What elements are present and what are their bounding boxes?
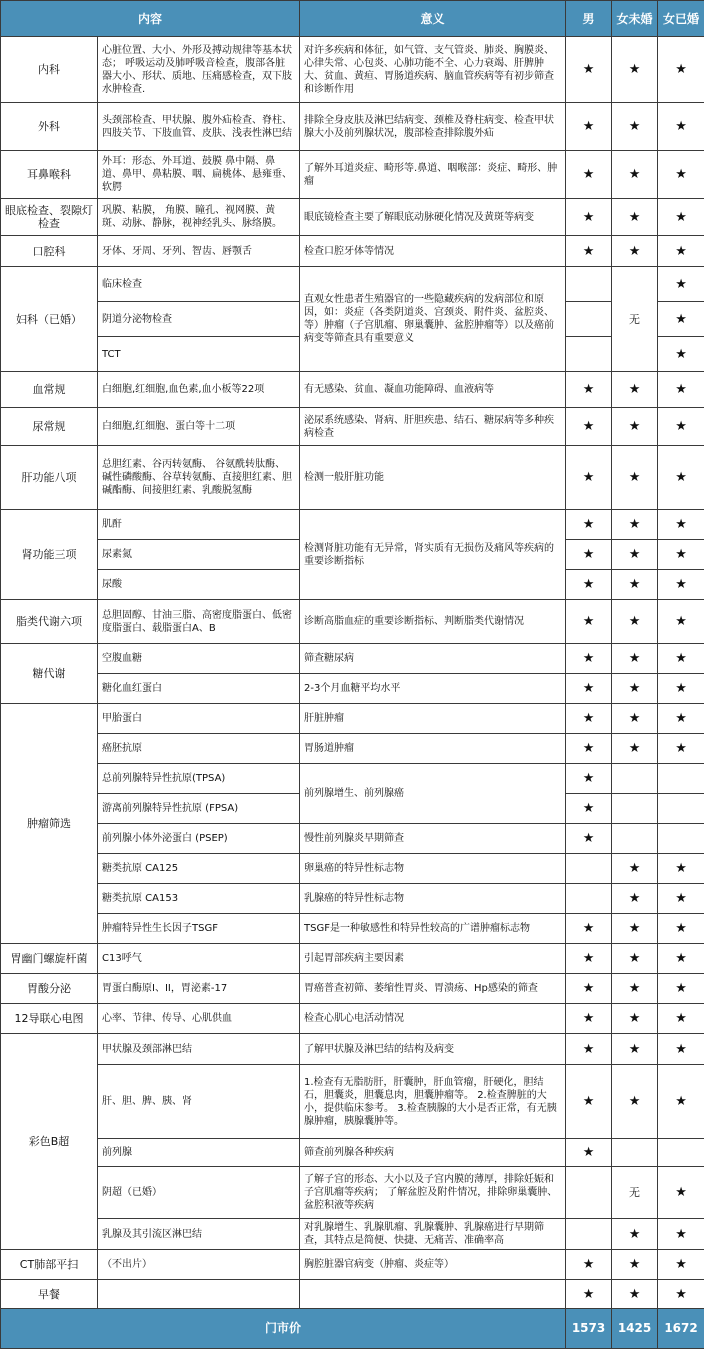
female-single-star: ★ [612, 236, 658, 267]
item-cell: 胃蛋白酶原I、II，胃泌素-17 [98, 974, 300, 1004]
item-cell: 阴超（已婚） [98, 1167, 300, 1219]
meaning-cell: 胃肠道肿瘤 [300, 734, 566, 764]
table-row [1, 854, 704, 884]
female-married-star: ★ [658, 408, 704, 446]
header-row [1, 1, 704, 37]
meaning-cell: 检测一般肝脏功能 [300, 446, 566, 510]
female-single-star: ★ [612, 644, 658, 674]
price-label: 门市价 [1, 1309, 566, 1349]
table-row [1, 151, 704, 199]
meaning-cell: 1.检查有无脂肪肝，肝囊肿，肝血管瘤，肝硬化，胆结石，胆囊炎，胆囊息肉，胆囊肿瘤等。 2.检查脾脏的大小，提供临床参考。 3.检查胰腺的大小是否正常，有无胰腺肿瘤，胰腺囊肿等。 [300, 1065, 566, 1139]
category-cell: 耳鼻喉科 [1, 151, 98, 199]
female-married-star: ★ [658, 974, 704, 1004]
item-cell: C13呼气 [98, 944, 300, 974]
category-cell: 肿瘤筛选 [1, 704, 98, 944]
female-single-star: ★ [612, 408, 658, 446]
table-row [1, 824, 704, 854]
item-cell: 糖类抗原 CA125 [98, 854, 300, 884]
table-row [1, 1167, 704, 1219]
female-married-star: ★ [658, 854, 704, 884]
male-star: ★ [566, 794, 612, 824]
table-row [1, 446, 704, 510]
male-star: ★ [566, 1250, 612, 1280]
item-cell: 甲状腺及颈部淋巴结 [98, 1034, 300, 1065]
meaning-cell: 对许多疾病和体征，如气管、支气管炎、肺炎、胸膜炎、心律失常、心包炎、心肺功能不全、心力衰竭、肝脾肿大、贫血、黄疸、胃肠道疾病、脑血管疾病等有初步筛查和诊断作用 [300, 37, 566, 103]
female-married-star: ★ [658, 1250, 704, 1280]
table-row [1, 199, 704, 236]
female-single-star: ★ [612, 151, 658, 199]
female-single-star: ★ [612, 1004, 658, 1034]
male-star: ★ [566, 734, 612, 764]
item-cell [98, 1280, 300, 1309]
meaning-cell: 引起胃部疾病主要因素 [300, 944, 566, 974]
table-row [1, 103, 704, 151]
item-cell: 空腹血糖 [98, 644, 300, 674]
item-cell: 糖化血红蛋白 [98, 674, 300, 704]
category-cell: 外科 [1, 103, 98, 151]
table-row [1, 704, 704, 734]
meaning-cell: 慢性前列腺炎早期筛查 [300, 824, 566, 854]
male-star: ★ [566, 446, 612, 510]
female-married-star: ★ [658, 337, 704, 372]
female-single-star: ★ [612, 1065, 658, 1139]
item-cell: 牙体、牙周、牙列、智齿、唇颚舌 [98, 236, 300, 267]
female-single-star: ★ [612, 103, 658, 151]
meaning-cell: 了解外耳道炎症、畸形等.鼻道、咽喉部：炎症、畸形、肿瘤 [300, 151, 566, 199]
female-single-star: ★ [612, 1219, 658, 1250]
item-cell: 尿酸 [98, 570, 300, 600]
male-empty [566, 267, 612, 302]
male-star: ★ [566, 914, 612, 944]
female-married-star: ★ [658, 1219, 704, 1250]
male-star: ★ [566, 1034, 612, 1065]
male-empty [566, 1167, 612, 1219]
female-married-star: ★ [658, 704, 704, 734]
table-row [1, 267, 704, 302]
female-single-star: ★ [612, 510, 658, 540]
female-single-star: ★ [612, 704, 658, 734]
male-star: ★ [566, 674, 612, 704]
male-star: ★ [566, 1004, 612, 1034]
header-female-single: 女未婚 [612, 1, 658, 37]
header-content: 内容 [1, 1, 300, 37]
female-married-star: ★ [658, 37, 704, 103]
male-empty [566, 302, 612, 337]
male-star: ★ [566, 408, 612, 446]
item-cell: 肌酐 [98, 510, 300, 540]
category-cell: 内科 [1, 37, 98, 103]
item-cell: 白细胞,红细胞,血色素,血小板等22项 [98, 372, 300, 408]
female-married-star: ★ [658, 372, 704, 408]
item-cell: 巩膜、粘膜， 角膜、瞳孔、视网膜、黄斑、动脉、静脉，视神经乳头、脉络膜。 [98, 199, 300, 236]
meaning-cell: 检查心肌心电活动情况 [300, 1004, 566, 1034]
male-star: ★ [566, 103, 612, 151]
table-row [1, 1219, 704, 1250]
header-male: 男 [566, 1, 612, 37]
item-cell: 肝、胆、脾、胰、肾 [98, 1065, 300, 1139]
category-cell: 彩色B超 [1, 1034, 98, 1250]
table-row [1, 600, 704, 644]
male-star: ★ [566, 644, 612, 674]
female-married-price: 1672 [658, 1309, 704, 1349]
female-single-star: ★ [612, 1034, 658, 1065]
female-married-star: ★ [658, 103, 704, 151]
meaning-cell: 了解子宫的形态、大小以及子宫内膜的薄厚，排除妊娠和子宫肌瘤等疾病； 了解盆腔及附件情况，排除卵巢囊肿、盆腔积液等疾病 [300, 1167, 566, 1219]
price-row [1, 1309, 704, 1349]
item-cell: （不出片） [98, 1250, 300, 1280]
item-cell: 外耳：形态、外耳道、鼓膜 鼻中隔、鼻道、鼻甲、鼻粘膜、咽、扁桃体、悬雍垂、软腭 [98, 151, 300, 199]
category-cell: 糖代谢 [1, 644, 98, 704]
female-single-star: ★ [612, 1280, 658, 1309]
table-row [1, 37, 704, 103]
meaning-cell: 泌尿系统感染、肾病、肝胆疾患、结石、糖尿病等多种疾病检查 [300, 408, 566, 446]
meaning-cell: 排除全身皮肤及淋巴结病变、颈椎及脊柱病变、检查甲状腺大小及前列腺状况，腹部检查排除腹外疝 [300, 103, 566, 151]
category-cell: 口腔科 [1, 236, 98, 267]
item-cell: 前列腺小体外泌蛋白 (PSEP) [98, 824, 300, 854]
meaning-cell: 对乳腺增生、乳腺肌瘤、乳腺囊肿、乳腺癌进行早期筛查，其特点是简便、快捷、无痛苦、准确率高 [300, 1219, 566, 1250]
female-married-star: ★ [658, 236, 704, 267]
male-empty [566, 337, 612, 372]
male-star: ★ [566, 824, 612, 854]
female-married-star: ★ [658, 884, 704, 914]
table-row [1, 1280, 704, 1309]
female-single-empty [612, 764, 658, 794]
female-married-star: ★ [658, 1004, 704, 1034]
item-cell: 总胆固醇、甘油三脂、高密度脂蛋白、低密度脂蛋白、载脂蛋白A、B [98, 600, 300, 644]
female-single-star: ★ [612, 600, 658, 644]
item-cell: 尿素氮 [98, 540, 300, 570]
female-single-star: ★ [612, 974, 658, 1004]
female-single-none: 无 [612, 267, 658, 372]
female-married-star: ★ [658, 151, 704, 199]
meaning-cell: 乳腺癌的特异性标志物 [300, 884, 566, 914]
female-married-star: ★ [658, 944, 704, 974]
category-cell: 早餐 [1, 1280, 98, 1309]
item-cell: 临床检查 [98, 267, 300, 302]
female-married-star: ★ [658, 644, 704, 674]
meaning-cell: 直观女性患者生殖器官的一些隐藏疾病的发病部位和原因，如：炎症（各类阴道炎、宫颈炎、附件炎、盆腔炎、等）肿瘤（子宫肌瘤、卵巢囊肿、盆腔肿瘤等）以及癌前病变等筛查具有重要意义 [300, 267, 566, 372]
table-row [1, 674, 704, 704]
table-row [1, 408, 704, 446]
female-single-star: ★ [612, 854, 658, 884]
item-cell: 甲胎蛋白 [98, 704, 300, 734]
female-married-star: ★ [658, 267, 704, 302]
meaning-cell: 2-3个月血糖平均水平 [300, 674, 566, 704]
female-single-star: ★ [612, 446, 658, 510]
female-married-star: ★ [658, 674, 704, 704]
female-single-star: ★ [612, 372, 658, 408]
item-cell: 游离前列腺特异性抗原 (FPSA) [98, 794, 300, 824]
header-female-married: 女已婚 [658, 1, 704, 37]
male-star: ★ [566, 372, 612, 408]
female-married-star: ★ [658, 1280, 704, 1309]
table-row [1, 974, 704, 1004]
female-married-empty [658, 1139, 704, 1167]
male-star: ★ [566, 510, 612, 540]
table-row [1, 1250, 704, 1280]
meaning-cell: 筛查前列腺各种疾病 [300, 1139, 566, 1167]
male-star: ★ [566, 37, 612, 103]
male-star: ★ [566, 236, 612, 267]
meaning-cell: 有无感染、贫血、凝血功能障碍、血液病等 [300, 372, 566, 408]
table-row [1, 1065, 704, 1139]
meaning-cell: 检测肾脏功能有无异常，肾实质有无损伤及痛风等疾病的重要诊断指标 [300, 510, 566, 600]
female-single-star: ★ [612, 1250, 658, 1280]
meaning-cell: TSGF是一种敏感性和特异性较高的广谱肿瘤标志物 [300, 914, 566, 944]
female-married-star: ★ [658, 1065, 704, 1139]
female-single-star: ★ [612, 884, 658, 914]
male-price: 1573 [566, 1309, 612, 1349]
female-married-star: ★ [658, 600, 704, 644]
female-single-star: ★ [612, 674, 658, 704]
table-row [1, 372, 704, 408]
category-cell: 胃幽门螺旋杆菌 [1, 944, 98, 974]
female-single-none: 无 [612, 1167, 658, 1219]
item-cell: 总胆红素、谷丙转氨酶、 谷氨酰转肽酶、碱性磷酸酶、谷草转氨酶、直接胆红素、胆碱酯酶、间接胆红素、乳酸脱氢酶 [98, 446, 300, 510]
meaning-cell: 诊断高脂血症的重要诊断指标、判断脂类代谢情况 [300, 600, 566, 644]
meaning-cell: 筛查糖尿病 [300, 644, 566, 674]
male-star: ★ [566, 1065, 612, 1139]
female-single-empty [612, 794, 658, 824]
male-star: ★ [566, 704, 612, 734]
female-married-star: ★ [658, 1167, 704, 1219]
female-married-star: ★ [658, 302, 704, 337]
table-row [1, 510, 704, 540]
item-cell: 前列腺 [98, 1139, 300, 1167]
female-married-empty [658, 794, 704, 824]
female-single-star: ★ [612, 540, 658, 570]
meaning-cell: 了解甲状腺及淋巴结的结构及病变 [300, 1034, 566, 1065]
male-empty [566, 854, 612, 884]
item-cell: 乳腺及其引流区淋巴结 [98, 1219, 300, 1250]
meaning-cell [300, 1280, 566, 1309]
meaning-cell: 胃癌普查初筛、萎缩性胃炎、胃溃疡、Hp感染的筛查 [300, 974, 566, 1004]
female-single-star: ★ [612, 199, 658, 236]
male-star: ★ [566, 600, 612, 644]
male-star: ★ [566, 974, 612, 1004]
header-meaning: 意义 [300, 1, 566, 37]
item-cell: 白细胞,红细胞、蛋白等十二项 [98, 408, 300, 446]
table-row [1, 734, 704, 764]
table-row [1, 1034, 704, 1065]
table-row [1, 764, 704, 794]
female-married-star: ★ [658, 734, 704, 764]
male-star: ★ [566, 540, 612, 570]
male-star: ★ [566, 151, 612, 199]
female-married-empty [658, 764, 704, 794]
item-cell: 心率、节律、传导、心肌供血 [98, 1004, 300, 1034]
table-row [1, 644, 704, 674]
item-cell: 心脏位置、大小、外形及搏动规律等基本状态； 呼吸运动及肺呼吸音检查，腹部各脏器大小、形状、质地、压痛感检查，双下肢水肿检查. [98, 37, 300, 103]
item-cell: 癌胚抗原 [98, 734, 300, 764]
item-cell: 糖类抗原 CA153 [98, 884, 300, 914]
meaning-cell: 检查口腔牙体等情况 [300, 236, 566, 267]
female-single-empty [612, 1139, 658, 1167]
category-cell: 12导联心电图 [1, 1004, 98, 1034]
category-cell: 脂类代谢六项 [1, 600, 98, 644]
meaning-cell: 胸腔脏器官病变（肿瘤、炎症等） [300, 1250, 566, 1280]
male-star: ★ [566, 570, 612, 600]
male-star: ★ [566, 199, 612, 236]
table-row [1, 1139, 704, 1167]
item-cell: TCT [98, 337, 300, 372]
meaning-cell: 肝脏肿瘤 [300, 704, 566, 734]
table-row [1, 236, 704, 267]
table-row [1, 884, 704, 914]
category-cell: 尿常规 [1, 408, 98, 446]
female-married-star: ★ [658, 570, 704, 600]
male-star: ★ [566, 1139, 612, 1167]
male-star: ★ [566, 944, 612, 974]
category-cell: 眼底检查、裂隙灯检查 [1, 199, 98, 236]
meaning-cell: 卵巢癌的特异性标志物 [300, 854, 566, 884]
male-star: ★ [566, 1280, 612, 1309]
category-cell: CT肺部平扫 [1, 1250, 98, 1280]
table-row [1, 914, 704, 944]
category-cell: 肝功能八项 [1, 446, 98, 510]
female-single-star: ★ [612, 944, 658, 974]
male-empty [566, 1219, 612, 1250]
female-single-price: 1425 [612, 1309, 658, 1349]
category-cell: 妇科（已婚） [1, 267, 98, 372]
female-married-star: ★ [658, 446, 704, 510]
meaning-cell: 眼底镜检查主要了解眼底动脉硬化情况及黄斑等病变 [300, 199, 566, 236]
table-row [1, 944, 704, 974]
category-cell: 胃酸分泌 [1, 974, 98, 1004]
female-single-star: ★ [612, 37, 658, 103]
male-star: ★ [566, 764, 612, 794]
female-married-star: ★ [658, 914, 704, 944]
female-married-empty [658, 824, 704, 854]
female-single-empty [612, 824, 658, 854]
item-cell: 总前列腺特异性抗原(TPSA) [98, 764, 300, 794]
table-row [1, 1004, 704, 1034]
female-single-star: ★ [612, 914, 658, 944]
female-married-star: ★ [658, 510, 704, 540]
category-cell: 血常规 [1, 372, 98, 408]
female-single-star: ★ [612, 734, 658, 764]
female-married-star: ★ [658, 540, 704, 570]
female-married-star: ★ [658, 1034, 704, 1065]
item-cell: 阴道分泌物检查 [98, 302, 300, 337]
female-married-star: ★ [658, 199, 704, 236]
item-cell: 肿瘤特异性生长因子TSGF [98, 914, 300, 944]
category-cell: 肾功能三项 [1, 510, 98, 600]
female-single-star: ★ [612, 570, 658, 600]
male-empty [566, 884, 612, 914]
item-cell: 头颈部检查、甲状腺、腹外疝检查、脊柱、四肢关节、下肢血管、皮肤、浅表性淋巴结 [98, 103, 300, 151]
meaning-cell: 前列腺增生、前列腺癌 [300, 764, 566, 824]
